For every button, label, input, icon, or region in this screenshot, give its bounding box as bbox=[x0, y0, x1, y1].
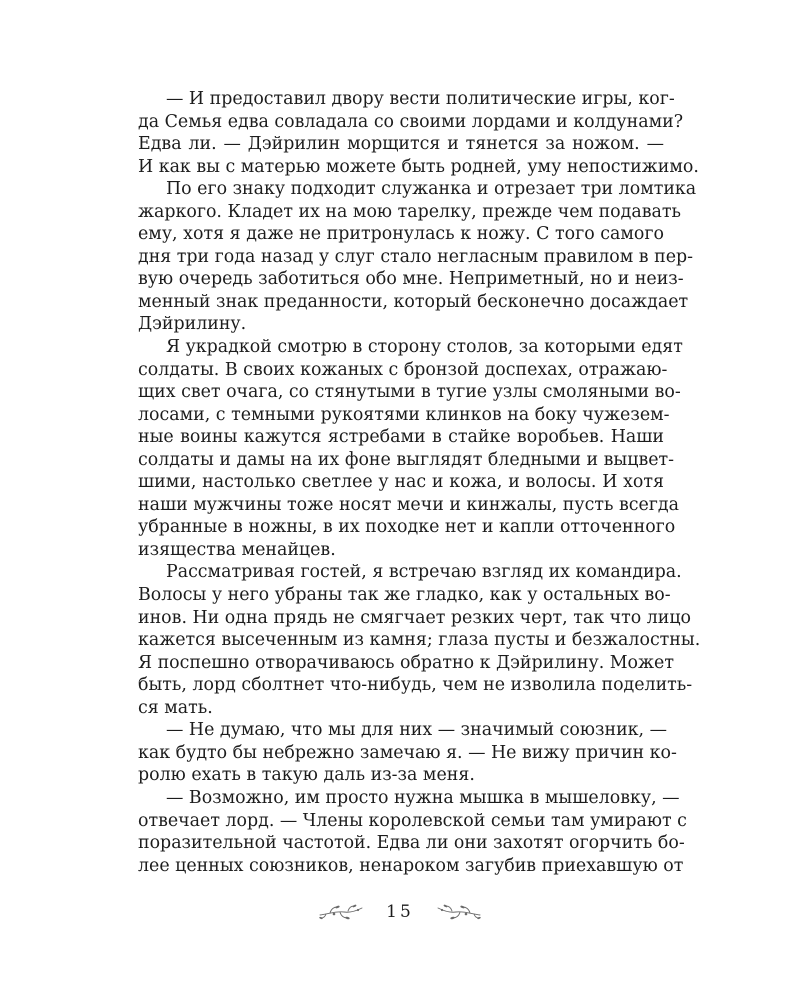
text-line: По его знаку подходит служанка и отрезает три ломтика bbox=[166, 179, 697, 200]
text-line: солдаты и дамы на их фоне выглядят бледными и выцвет- bbox=[138, 449, 675, 470]
text-line: лее ценных союзников, ненароком загубив приехавшую от bbox=[138, 855, 684, 876]
text-line: щих свет очага, со стянутыми в тугие узлы смоляными во- bbox=[138, 382, 681, 403]
text-line: изящества менайцев. bbox=[138, 539, 336, 560]
text-line: жаркого. Кладет их на мою тарелку, прежде чем подавать bbox=[138, 201, 681, 222]
text-line: Я поспешно отворачиваюсь обратно к Дэйрилину. Может bbox=[138, 652, 674, 673]
text-line: поразительной частотой. Едва ли они захотят огорчить бо- bbox=[138, 833, 685, 854]
text-line: ему, хотя я даже не притронулась к ножу. С того самого bbox=[138, 224, 664, 245]
text-line: — Возможно, им просто нужна мышка в мышеловку, — bbox=[166, 787, 680, 808]
text-line: — И предоставил двору вести политические игры, ког- bbox=[166, 89, 675, 109]
text-line: И как вы с матерью можете быть родней, уму непостижимо. bbox=[138, 156, 699, 177]
text-line: убранные в ножны, в их походке нет и капли отточенного bbox=[138, 517, 676, 538]
text-line: ся мать. bbox=[138, 697, 213, 718]
text-line: Я украдкой смотрю в сторону столов, за которыми едят bbox=[166, 337, 683, 358]
text-line: менный знак преданности, который бесконечно досаждает bbox=[138, 291, 689, 312]
floral-ornament-icon bbox=[318, 903, 364, 921]
text-line: дня три года назад у слуг стало негласным правилом в пер- bbox=[138, 246, 693, 267]
text-line: отвечает лорд. — Члены королевской семьи там умирают с bbox=[138, 810, 687, 831]
body-text bbox=[138, 88, 701, 877]
text-line: вую очередь заботиться обо мне. Неприметный, но и неиз- bbox=[138, 269, 684, 290]
text-line: Едва ли. — Дэйрилин морщится и тянется за ножом. — bbox=[138, 134, 664, 155]
text-line: да Семья едва совладала со своими лордами и колдунами? bbox=[138, 111, 684, 132]
text-line: ролю ехать в такую даль из-за меня. bbox=[138, 765, 475, 786]
page-number: 15 bbox=[386, 902, 414, 922]
text-line: Волосы у него убраны так же гладко, как у остальных во- bbox=[138, 585, 671, 606]
text-line: Дэйрилину. bbox=[138, 314, 247, 335]
text-line: — Не думаю, что мы для них — значимый союзник, — bbox=[166, 720, 667, 741]
floral-ornament-icon bbox=[436, 903, 482, 921]
text-line: ные воины кажутся ястребами в стайке воробьев. Наши bbox=[138, 427, 664, 448]
text-line: солдаты. В своих кожаных с бронзой доспехах, отражаю- bbox=[138, 359, 668, 380]
page-footer bbox=[0, 902, 800, 922]
text-line: лосами, с темными рукоятями клинков на боку чужезем- bbox=[138, 404, 670, 425]
text-line: быть, лорд сболтнет что-нибудь, чем не изволила поделить- bbox=[138, 675, 693, 696]
text-line: как будто бы небрежно замечаю я. — Не вижу причин ко- bbox=[138, 742, 677, 763]
text-line: наши мужчины тоже носят мечи и кинжалы, пусть всегда bbox=[138, 494, 679, 515]
text-line: инов. Ни одна прядь не смягчает резких черт, так что лицо bbox=[138, 607, 692, 628]
text-line: шими, настолько светлее у нас и кожа, и волосы. И хотя bbox=[138, 472, 664, 493]
text-line: кажется высеченным из камня; глаза пусты и безжалостны. bbox=[138, 630, 701, 651]
text-line: Рассматривая гостей, я встречаю взгляд их командира. bbox=[166, 562, 682, 583]
